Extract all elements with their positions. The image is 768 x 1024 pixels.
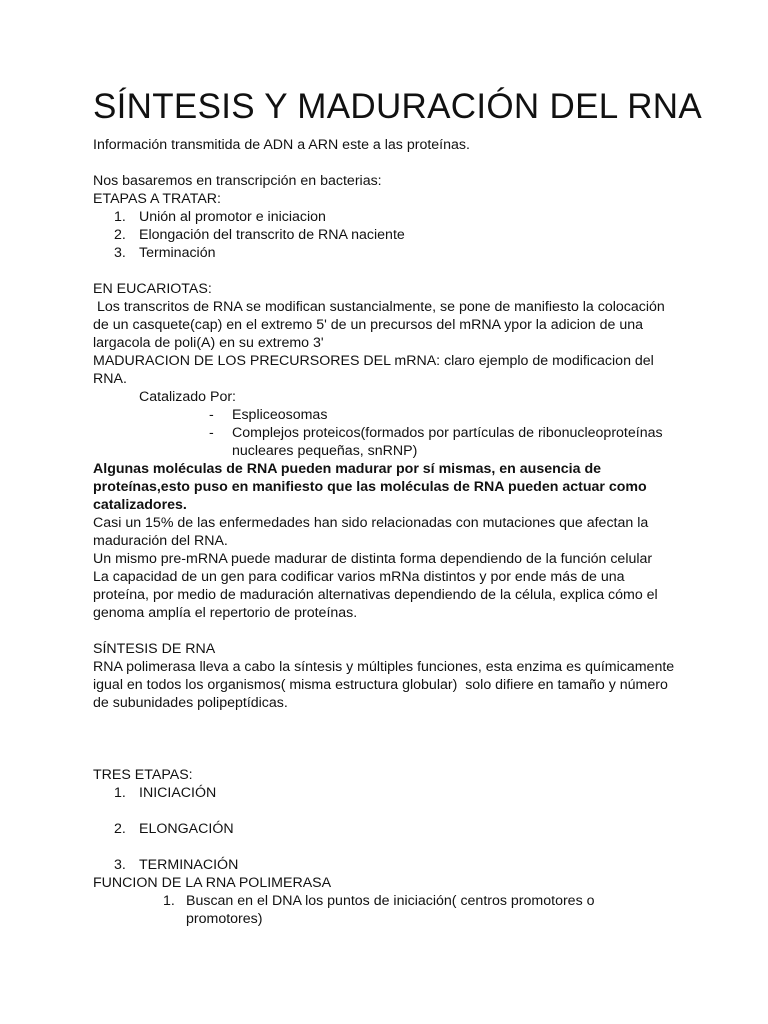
bacteria-line: Nos basaremos en transcripción en bacterias: <box>93 173 382 189</box>
intro-paragraph: Información transmitida de ADN a ARN este a las proteínas. <box>93 137 470 153</box>
spacer <box>93 712 693 766</box>
list-item: 2. ELONGACIÓN <box>114 821 234 837</box>
polimerasa-paragraph: de subunidades polipeptídicas. <box>93 695 288 711</box>
sintesis-heading: SÍNTESIS DE RNA <box>93 641 216 657</box>
eucariotas-text: de un casquete(cap) en el extremo 5' de un precursos del mRNA ypor la adicion de una <box>93 317 644 333</box>
bold-paragraph: Algunas moléculas de RNA pueden madurar por sí mismas, en ausencia de <box>93 461 602 477</box>
funcion-list <box>93 892 693 928</box>
document-page <box>93 84 703 928</box>
tres-etapas-list <box>93 784 693 874</box>
catalizado-label: Catalizado Por: <box>139 389 236 405</box>
spacer <box>93 622 693 640</box>
list-item: 3. Terminación <box>114 245 216 261</box>
polimerasa-paragraph: RNA polimerasa lleva a cabo la síntesis y múltiples funciones, esta enzima es químicamente <box>93 659 675 675</box>
spacer <box>93 262 693 280</box>
spacer <box>93 154 693 172</box>
eucariotas-text: largacola de poli(A) en su extremo 3' <box>93 335 324 351</box>
list-item: nucleares pequeñas, snRNP) <box>232 443 418 459</box>
tres-etapas-heading: TRES ETAPAS: <box>93 767 193 783</box>
capacidad-paragraph: La capacidad de un gen para codificar varios mRNa distintos y por ende más de una <box>93 569 625 585</box>
list-item: 1. Buscan en el DNA los puntos de iniciación( centros promotores o <box>163 893 595 909</box>
casi-paragraph: maduración del RNA. <box>93 533 228 549</box>
list-item: 2. Elongación del transcrito de RNA naciente <box>114 227 405 243</box>
list-item: - Complejos proteicos(formados por partículas de ribonucleoproteínas <box>209 425 663 441</box>
page-title: SÍNTESIS Y MADURACIÓN DEL RNA <box>93 87 703 126</box>
casi-paragraph: Casi un 15% de las enfermedades han sido relacionadas con mutaciones que afectan la <box>93 515 649 531</box>
catalizadores-list <box>93 406 693 460</box>
premrna-paragraph: Un mismo pre-mRNA puede madurar de distinta forma dependiendo de la función celular <box>93 551 653 567</box>
list-item: 3. TERMINACIÓN <box>114 857 239 873</box>
bold-paragraph: proteínas,esto puso en manifiesto que las moléculas de RNA pueden actuar como <box>93 479 647 495</box>
capacidad-paragraph: proteína, por medio de maduración alternativas dependiendo de la célula, explica cómo el <box>93 587 658 603</box>
etapas-list <box>93 208 693 262</box>
eucariotas-heading: EN EUCARIOTAS: <box>93 281 212 297</box>
list-item: 1. Unión al promotor e iniciacion <box>114 209 326 225</box>
polimerasa-paragraph: igual en todos los organismos( misma estructura globular) solo difiere en tamaño y número <box>93 677 668 693</box>
funcion-heading: FUNCION DE LA RNA POLIMERASA <box>93 875 332 891</box>
list-item: 1. INICIACIÓN <box>114 785 217 801</box>
list-item: - Espliceosomas <box>209 407 328 423</box>
etapas-heading: ETAPAS A TRATAR: <box>93 191 221 207</box>
list-item: promotores) <box>186 911 263 927</box>
bold-paragraph: catalizadores. <box>93 497 187 513</box>
maduracion-paragraph: RNA. <box>93 371 127 387</box>
maduracion-paragraph: MADURACION DE LOS PRECURSORES DEL mRNA: claro ejemplo de modificacion del <box>93 353 654 369</box>
capacidad-paragraph: genoma amplía el repertorio de proteínas. <box>93 605 358 621</box>
eucariotas-text: Los transcritos de RNA se modifican sustancialmente, se pone de manifiesto la colocación <box>97 299 665 315</box>
